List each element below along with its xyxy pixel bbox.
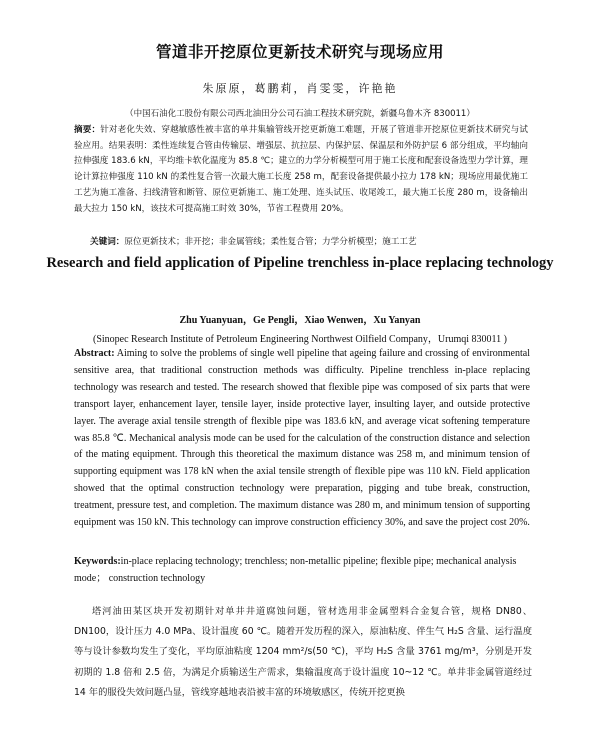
abstract-en-text: Aiming to solve the problems of single well pipeline that ageing failure and crossing of environmental sensitive area, that traditional construction methods was difficulty. Pipeline trenchless in-place replacing technology was research and tested. The research showed that flexible pipe was composed of six parts that were transport layer, enhancement layer, tensile layer, inside protective layer, insulting layer, and outside protective layer. The average axial tensile strength of flexible pipe was 183.6 kN, and average vicat softening temperature was 85.8 ℃. Mechanical analysis mode can be used for the calculation of the construction distance and selection of the mating equipment. Through this theoretical the maximum distance was 258 m, and minimum tension of supporting equipment was 178 kN when the axial tensile strength of flexible pipe was 110 kN. Field application showed that the optimal construction technology were preparation, pigging and tube break, construction, treatment, pressure test, and completion. The maximum distance was 280 m, and minimum tension of supporting equipment was 150 kN. This technology can improve construction efficiency 30%, and save the project cost 20%.	[74, 348, 530, 529]
keywords-en-label: Keywords:	[74, 556, 121, 567]
abstract-en-label: Abstract:	[74, 348, 115, 359]
paper-title-cn: 管道非开挖原位更新技术研究与现场应用	[155, 43, 444, 61]
abstract-cn-label: 摘要：	[74, 125, 101, 135]
abstract-cn-text: 针对老化失效、穿越敏感性被丰富的单井集输管线开挖更新施工难题，开展了管道非开挖原位更新技术研究与试验应用。结果表明：柔性连续复合管由传输层、增强层、抗拉层、内保护层、保温层和外防护层 6 部分组成，平均轴向拉伸强度 183.6 kN，平均维卡软化温度为 85.8 ℃；建立的力学分析模型可用于施工长度和配套设备选型力学计算，理论计算拉伸强度 110 kN 的柔性复合管一次最大施工长度 258 m，配套设备提供最小拉力 178 kN；现场应用最优施工工艺为施工准备、扫线清管和断管、原位更新施工、施工处理、连头试压、收尾竣工，最大施工长度 280 m，设备输出最大拉力 150 kN，该技术可提高施工时效 30%，节省工程费用 20%。	[74, 125, 528, 214]
keywords-cn-text: 原位更新技术；非开挖；非金属管线；柔性复合管；力学分析模型；施工工艺	[124, 237, 417, 247]
authors-cn: 朱原原，葛鹏莉，肖雯雯，许艳艳	[202, 82, 398, 95]
authors-en: Zhu Yuanyuan，Ge Pengli，Xiao Wenwen，Xu Yanyan	[179, 315, 421, 326]
affiliation-cn: （中国石油化工股份有限公司西北油田分公司石油工程技术研究院，新疆乌鲁木齐 830011）	[125, 109, 475, 119]
affiliation-en: (Sinopec Research Institute of Petroleum Engineering Northwest Oilfield Company，Urumqi 830011 )	[93, 334, 507, 345]
keywords-en-text: in-place replacing technology; trenchless; non-metallic pipeline; flexible pipe; mechanical analysis mode； construction technology	[74, 556, 517, 584]
keywords-cn	[90, 235, 530, 247]
keywords-cn-label: 关键词：	[90, 237, 125, 247]
abstract-en	[74, 346, 530, 532]
paper-title-en: Research and field application of Pipeline trenchless in-place replacing technology	[46, 255, 554, 271]
abstract-cn	[74, 123, 528, 217]
keywords-en	[74, 554, 530, 587]
body-paragraph-cn: 塔河油田某区块开发初期针对单井井道腐蚀问题，管材选用非金属塑料合金复合管，规格 DN80、DN100，设计压力 4.0 MPa、设计温度 60 ℃。随着开发历程的深入，原油粘度、伴生气 H₂S 含量、运行温度等与设计参数均发生了变化，平均原油粘度 1204 mm²/s(50 ℃)，平均 H₂S 含量 3761 mg/m³，分别是开发初期的 1.8 倍和 2.5 倍，为满足介质输送生产需求，集输温度高于设计温度 10~12 ℃。单井非金属管道经过 14 年的服役失效问题凸显，管线穿越地表沿被丰富的环境敏感区，传统开挖更换	[74, 606, 532, 698]
